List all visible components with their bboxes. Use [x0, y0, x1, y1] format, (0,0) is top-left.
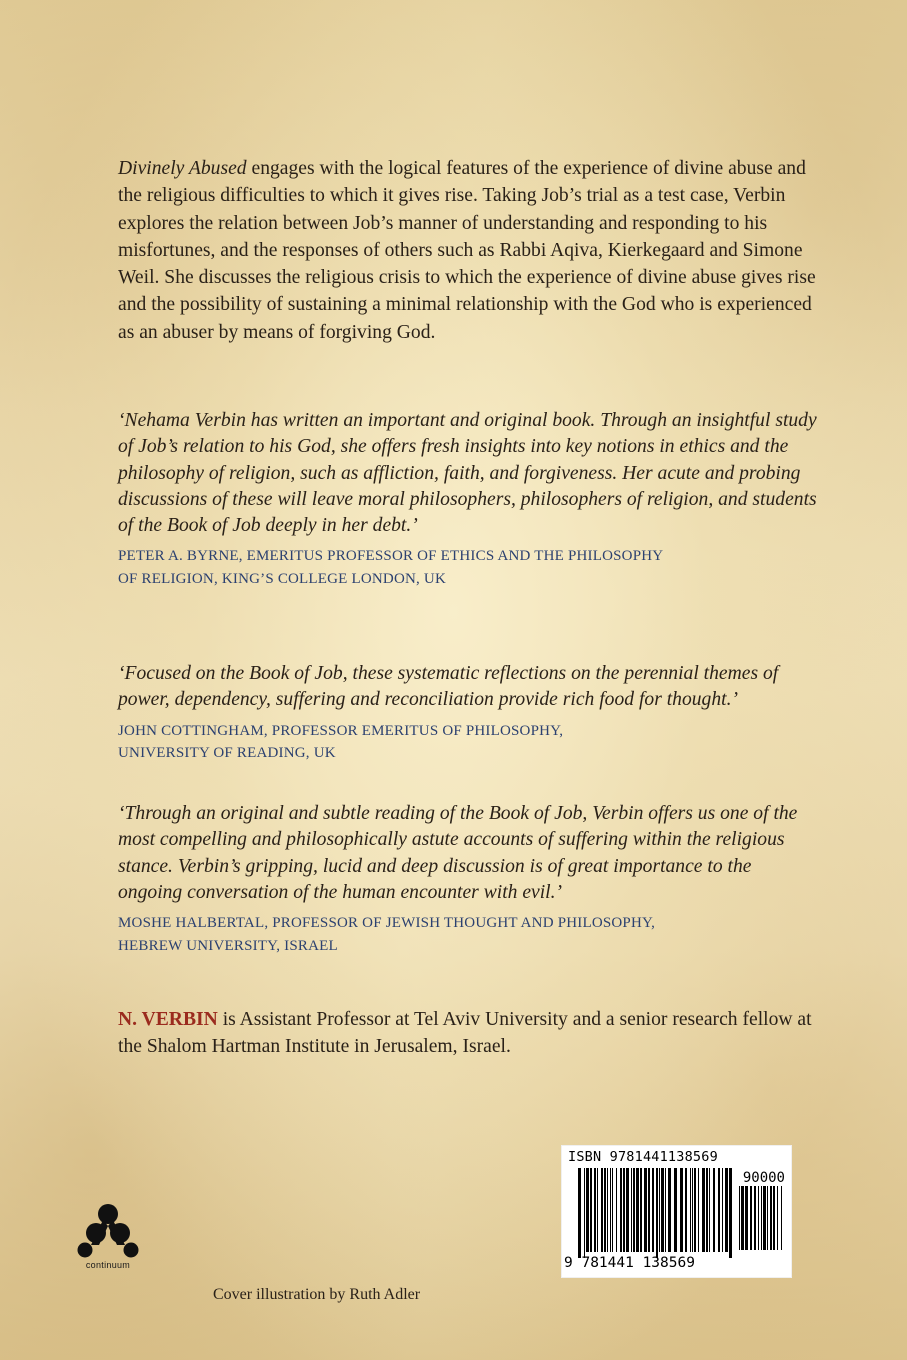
endorsement-3 — [118, 801, 818, 957]
barcode-bar — [601, 1168, 603, 1252]
barcode-bar — [722, 1168, 723, 1252]
barcode-bar — [702, 1168, 705, 1252]
barcode-bar — [616, 1168, 617, 1252]
publisher-name: continuum — [85, 1260, 131, 1270]
barcode-bar — [713, 1168, 715, 1252]
barcode-bar — [661, 1168, 664, 1252]
barcode-bar — [594, 1168, 596, 1252]
barcode-bar — [626, 1168, 629, 1252]
attribution-line: PETER A. BYRNE, EMERITUS PROFESSOR OF ETHICS AND THE PHILOSOPHY — [118, 548, 664, 565]
barcode-bar — [761, 1186, 762, 1250]
barcode-bar — [750, 1186, 752, 1250]
barcode-digits: 9 781441 138569 — [564, 1255, 695, 1271]
endorsement-quote: ‘Nehama Verbin has written an important and original book. Through an insightful study of Job’s relation to his God, she offers fresh insights into key notions in ethics and the philosophy of religion, such as affliction, faith, and forgiveness. Her acute and probing discussions of these will leave moral philosophers, philosophers of religion, and students of the Book of Job deeply in her debt.’ — [118, 410, 817, 537]
attribution-line: JOHN COTTINGHAM, PROFESSOR EMERITUS OF PHILOSOPHY, — [118, 722, 564, 739]
endorsement-attribution — [118, 720, 818, 765]
attribution-line: OF RELIGION, KING’S COLLEGE LONDON, UK — [118, 570, 446, 587]
barcode-bar — [739, 1186, 740, 1250]
barcode-bar — [754, 1186, 756, 1250]
endorsement-quote: ‘Through an original and subtle reading of the Book of Job, Verbin offers us one of the most compelling and philosophically astute accounts of suffering within the religious stance. Verbin’s gripping, lucid and deep discussion is of great importance to the ongoing conversation of the human encounter with evil.’ — [118, 803, 798, 903]
barcode-bar — [685, 1168, 687, 1252]
barcode-bar — [773, 1186, 775, 1250]
barcode-bar — [718, 1168, 720, 1252]
barcode-bar — [644, 1168, 647, 1252]
barcode-bar — [729, 1168, 732, 1258]
barcode-bar — [706, 1168, 708, 1252]
publisher-logo — [73, 1200, 143, 1270]
barcode-bar — [694, 1168, 696, 1252]
barcode-addon-bars-icon — [739, 1186, 785, 1250]
barcode-bar — [725, 1168, 728, 1252]
isbn-label: ISBN 9781441138569 — [568, 1149, 718, 1165]
barcode-bar — [674, 1168, 677, 1252]
isbn-barcode — [561, 1145, 792, 1278]
author-name: N. VERBIN — [118, 1009, 218, 1030]
barcode-bar — [620, 1168, 622, 1252]
author-bio-body: is Assistant Professor at Tel Aviv University and a senior research fellow at the Shalom Hartman Institute in Jerusalem, Israel. — [118, 1009, 812, 1057]
barcode-bar — [690, 1168, 691, 1252]
barcode-bar — [652, 1168, 654, 1252]
barcode-bar — [741, 1186, 744, 1250]
barcode-bar — [665, 1168, 666, 1252]
barcode-bar — [631, 1168, 632, 1252]
barcode-bar — [680, 1168, 683, 1252]
barcode-bars-icon — [578, 1168, 734, 1258]
barcode-bar — [633, 1168, 635, 1252]
endorsement-quote: ‘Focused on the Book of Job, these systematic reflections on the perennial themes of power, dependency, suffering and reconciliation provide rich food for thought.’ — [118, 663, 779, 711]
barcode-bar — [668, 1168, 671, 1252]
barcode-bar — [758, 1186, 759, 1250]
barcode-bar — [586, 1168, 589, 1252]
barcode-bar — [656, 1168, 658, 1258]
barcode-bar — [604, 1168, 606, 1252]
endorsement-1 — [118, 408, 818, 590]
attribution-line: MOSHE HALBERTAL, PROFESSOR OF JEWISH THOUGHT AND PHILOSOPHY, — [118, 915, 656, 932]
barcode-bar — [781, 1186, 782, 1250]
attribution-line: UNIVERSITY OF READING, UK — [118, 745, 336, 762]
barcode-bar — [623, 1168, 625, 1252]
barcode-bar — [777, 1186, 778, 1250]
barcode-bar — [770, 1186, 772, 1250]
price-code: 90000 — [742, 1170, 785, 1186]
barcode-bar — [709, 1168, 710, 1252]
barcode-bar — [659, 1168, 660, 1252]
barcode-bar — [612, 1168, 613, 1252]
barcode-bar — [640, 1168, 642, 1252]
barcode-bar — [745, 1186, 748, 1250]
cover-credit: Cover illustration by Ruth Adler — [213, 1286, 421, 1303]
description-title: Divinely Abused — [118, 158, 247, 179]
barcode-bar — [648, 1168, 650, 1252]
barcode-bar — [597, 1168, 598, 1252]
barcode-bar — [763, 1186, 766, 1250]
barcode-bar — [636, 1168, 639, 1252]
book-description — [118, 155, 818, 346]
barcode-bar — [584, 1168, 585, 1258]
endorsement-attribution — [118, 545, 818, 590]
barcode-bar — [578, 1168, 581, 1258]
barcode-bar — [610, 1168, 611, 1252]
description-body: engages with the logical features of the experience of divine abuse and the religious difficulties to which it gives rise. Taking Job’s trial as a test case, Verbin explores the relation between Job’s manner of understanding and responding to his misfortunes, and the responses of others such as Rabbi Aqiva, Kierkegaard and Simone Weil. She discusses the religious crisis to which the experience of divine abuse gives rise and the possibility of sustaining a minimal relationship with the God who is experienced as an abuser by means of forgiving God. — [118, 158, 816, 343]
barcode-bar — [607, 1168, 608, 1252]
continuum-logo-icon — [73, 1200, 143, 1258]
description-text — [118, 155, 818, 346]
author-bio-text — [118, 1007, 818, 1060]
attribution-line: HEBREW UNIVERSITY, ISRAEL — [118, 937, 338, 954]
endorsement-2 — [118, 661, 818, 765]
endorsement-attribution — [118, 912, 818, 957]
barcode-bar — [692, 1168, 693, 1252]
author-bio — [118, 1007, 818, 1060]
barcode-bar — [767, 1186, 768, 1250]
barcode-bar — [590, 1168, 592, 1252]
barcode-bar — [698, 1168, 699, 1252]
